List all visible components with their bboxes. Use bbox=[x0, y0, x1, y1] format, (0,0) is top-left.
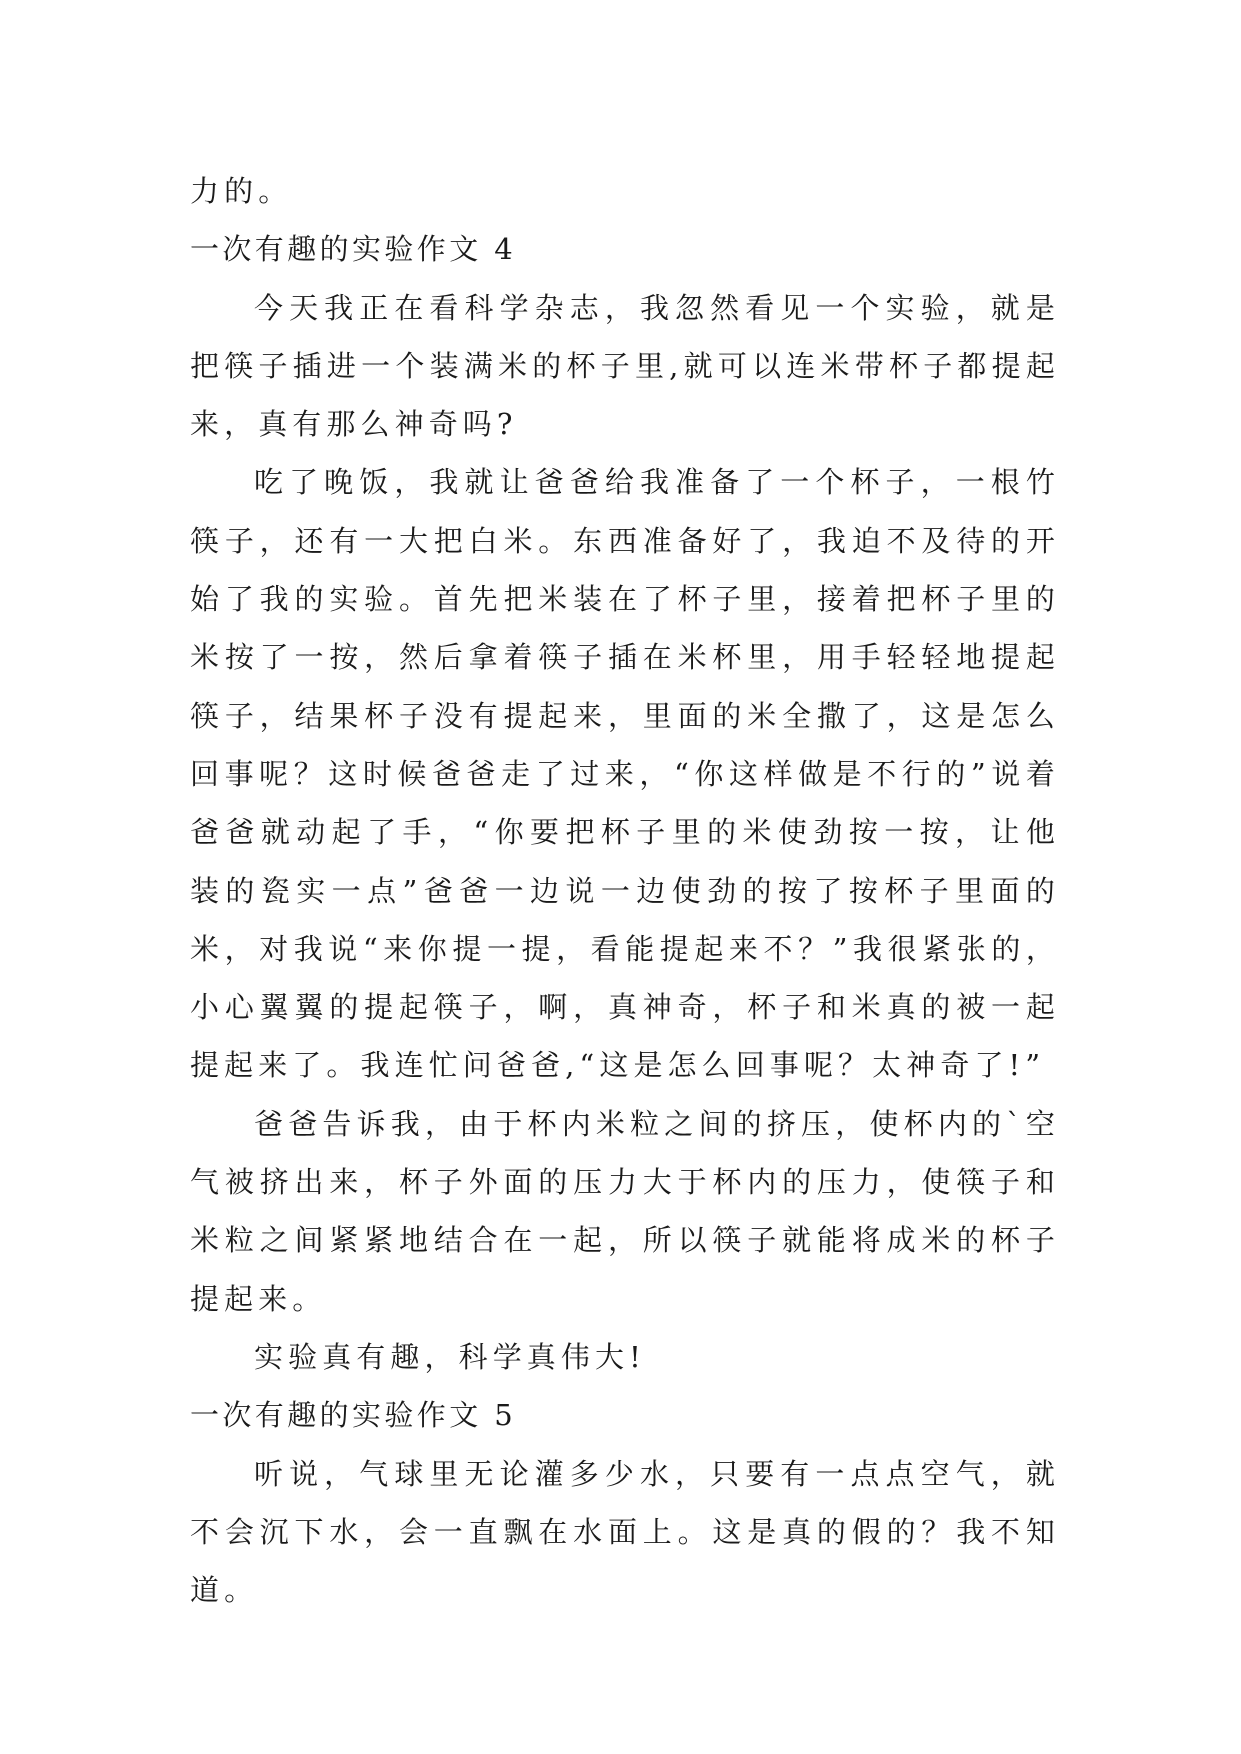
section-4-paragraph-2: 吃了晚饭，我就让爸爸给我准备了一个杯子，一根竹筷子，还有一大把白米。东西准备好了，我迫不及待的开始了我的实验。首先把米装在了杯子里，接着把杯子里的米按了一按，然后拿着筷子插在米杯里，用手轻轻地提起筷子，结果杯子没有提起来，里面的米全撒了，这是怎么回事呢？这时候爸爸走了过来，“你这样做是不行的”说着爸爸就动起了手，“你要把杯子里的米使劲按一按，让他装的瓷实一点”爸爸一边说一边使劲的按了按杯子里面的米，对我说“来你提一提，看能提起来不？”我很紧张的，小心翼翼的提起筷子，啊，真神奇，杯子和米真的被一起提起来了。我连忙问爸爸,“这是怎么回事呢？太神奇了!” bbox=[190, 465, 1060, 1083]
section-4-paragraph-1: 今天我正在看科学杂志，我忽然看见一个实验，就是把筷子插进一个装满米的杯子里,就可以连米带杯子都提起来，真有那么神奇吗? bbox=[190, 290, 1060, 442]
section-4-heading: 一次有趣的实验作文 4 bbox=[190, 232, 517, 267]
section-4-paragraph-4: 实验真有趣，科学真伟大! bbox=[254, 1339, 646, 1374]
document-page bbox=[190, 162, 1060, 1619]
section-5-heading: 一次有趣的实验作文 5 bbox=[190, 1398, 517, 1433]
section-4-paragraph-3: 爸爸告诉我，由于杯内米粒之间的挤压，使杯内的`空气被挤出来，杯子外面的压力大于杯内的压力，使筷子和米粒之间紧紧地结合在一起，所以筷子就能将成米的杯子提起来。 bbox=[190, 1106, 1060, 1316]
continuation-text: 力的。 bbox=[190, 174, 293, 208]
section-5-paragraph-1: 听说，气球里无论灌多少水，只要有一点点空气，就不会沉下水，会一直飘在水面上。这是真的假的？我不知道。 bbox=[190, 1456, 1060, 1608]
